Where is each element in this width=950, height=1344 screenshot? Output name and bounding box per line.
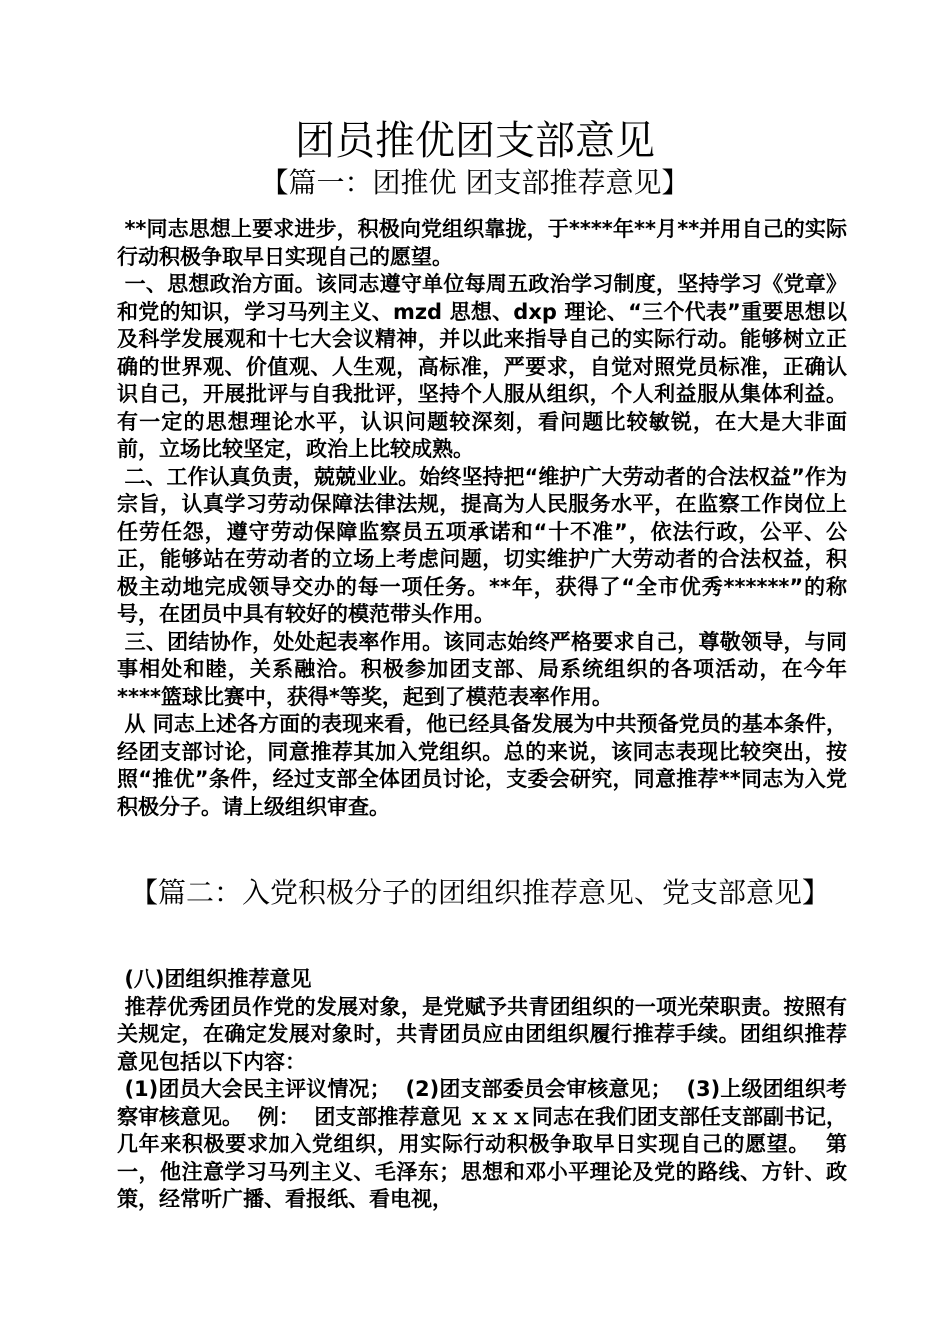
paragraph: 推荐优秀团员作党的发展对象，是党赋予共青团组织的一项光荣职责。按照有关规定，在确定发展对象时，共青团员应由团组织履行推荐手续。团组织推荐意见包括以下内容： — [117, 994, 848, 1074]
paragraph: 二、工作认真负责，兢兢业业。始终坚持把“维护广大劳动者的合法权益”作为宗旨，认真学习劳动保障法律法规，提高为人民服务水平，在监察工作岗位上任劳任怨，遵守劳动保障监察员五项承诺和“十不准”，依法行政，公平、公正，能够站在劳动者的立场上考虑问题，切实维护广大劳动者的合法权益，积极主动地完成领导交办的每一项任务。**年，获得了“全市优秀******”的称号，在团员中具有较好的模范带头作用。 — [117, 464, 847, 626]
paragraph: 一、思想政治方面。该同志遵守单位每周五政治学习制度，坚持学习《党章》和党的知识，学习马列主义、mzd 思想、dxp 理论、“三个代表”重要思想以及科学发展观和十七大会议精神，并以此来指导自己的实际行动。能够树立正确的世界观、价值观、人生观，高标准，严要求，自觉对照党员标准，正确认识自己，开展批评与自我批评，坚持个人服从组织，个人利益服从集体利益。有一定的思想理论水平，认识问题较深刻，看问题比较敏锐，在大是大非面前，立场比较坚定，政治上比较成熟。 — [117, 272, 848, 461]
section-2-body — [117, 966, 847, 1214]
document-title: 团员推优团支部意见 — [295, 118, 655, 164]
section-1-heading: 【篇一：团推优 团支部推荐意见】 — [260, 166, 690, 199]
paragraph: 三、团结协作，处处起表率作用。该同志始终严格要求自己，尊敬领导，与同事相处和睦，关系融洽。积极参加团支部、局系统组织的各项活动，在今年****篮球比赛中，获得*等奖，起到了模范表率作用。 — [117, 629, 848, 709]
section-1-body — [117, 216, 847, 821]
paragraph: (八)团组织推荐意见 — [117, 967, 312, 991]
paragraph: (1)团员大会民主评议情况； (2)团支部委员会审核意见； (3)上级团组织考察审核意见。 例： 团支部推荐意见 ｘｘｘ同志在我们团支部任支部副书记，几年来积极要求加入党组织，用实际行动积极争取早日实现自己的愿望。 第一，他注意学习马列主义、毛泽东；思想和邓小平理论及党的路线、方针、政策，经常听广播、看报纸、看电视， — [117, 1077, 847, 1211]
section-2-heading: 【篇二：入党积极分子的团组织推荐意见、党支部意见】 — [130, 876, 831, 909]
paragraph: **同志思想上要求进步，积极向党组织靠拢，于****年**月**并用自己的实际行动积极争取早日实现自己的愿望。 — [117, 217, 847, 269]
paragraph: 从 同志上述各方面的表现来看，他已经具备发展为中共预备党员的基本条件，经团支部讨论，同意推荐其加入党组织。总的来说，该同志表现比较突出，按照“推优”条件，经过支部全体团员讨论，支委会研究，同意推荐**同志为入党积极分子。请上级组织审查。 — [117, 712, 848, 819]
